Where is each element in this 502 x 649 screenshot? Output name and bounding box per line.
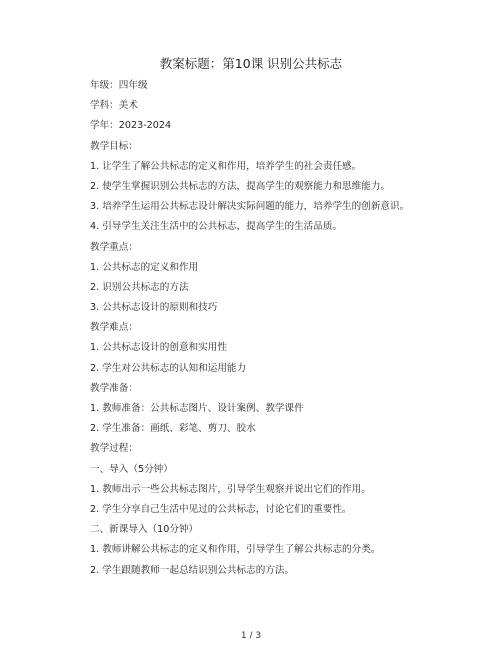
list-item: 1. 让学生了解公共标志的定义和作用，培养学生的社会责任感。 [90,160,362,172]
section-heading: 教学过程： [90,443,138,455]
section-heading: 教学重点： [90,241,138,253]
list-item: 3. 公共标志设计的原则和技巧 [90,302,218,314]
list-item: 2. 学生跟随教师一起总结识别公共标志的方法。 [90,564,295,576]
text-line: 年级：四年级 [90,80,148,91]
list-item: 2. 使学生掌握识别公共标志的方法，提高学生的观察能力和思维能力。 [90,180,391,192]
lesson-content [90,76,490,581]
list-item: 2. 识别公共标志的方法 [90,281,189,293]
section-heading: 教学目标： [90,140,138,152]
list-item: 3. 培养学生运用公共标志设计解决实际问题的能力，培养学生的创新意识。 [90,201,410,213]
text-line: 学年：2023-2024 [90,120,172,132]
list-item: 2. 学生分享自己生活中见过的公共标志，讨论它们的重要性。 [90,503,352,515]
list-item: 1. 教师讲解公共标志的定义和作用，引导学生了解公共标志的分类。 [90,544,381,556]
list-item: 2. 学生对公共标志的认知和运用能力 [90,362,247,374]
section-heading: 教学难点： [90,322,138,334]
list-item: 1. 教师准备：公共标志图片、设计案例、教学课件 [90,403,304,414]
page-number: 1 / 3 [240,631,262,641]
subsection-heading: 一、导入（5分钟） [90,463,173,475]
list-item: 1. 公共标志的定义和作用 [90,261,199,273]
section-heading: 教学准备： [90,382,138,394]
list-item: 1. 教师出示一些公共标志图片，引导学生观察并说出它们的作用。 [90,483,371,495]
list-item: 4. 引导学生关注生活中的公共标志，提高学生的生活品质。 [90,221,343,233]
subsection-heading: 二、新课导入（10分钟） [90,524,199,536]
text-line: 学科：美术 [90,100,138,112]
list-item: 2. 学生准备：画纸、彩笔、剪刀、胶水 [90,423,256,435]
list-item: 1. 公共标志设计的创意和实用性 [90,342,227,354]
lesson-title: 教案标题：第10课 识别公共标志 [159,56,343,71]
